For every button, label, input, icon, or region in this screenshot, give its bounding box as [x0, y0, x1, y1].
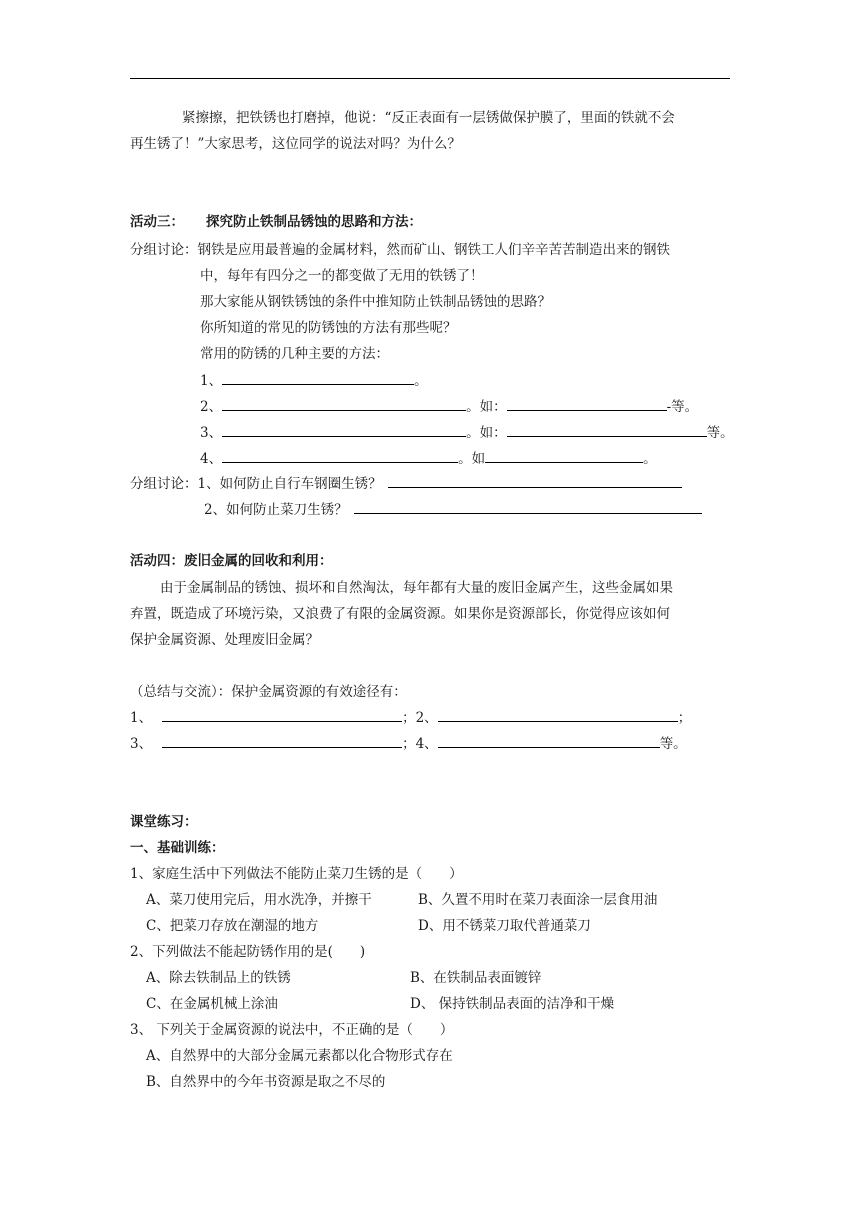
method-2-end: -等。 [666, 399, 699, 415]
method-1-end: 。 [414, 373, 428, 389]
ways-row-1 [130, 708, 691, 728]
group-question-2 [204, 500, 702, 520]
question-1-option-c[interactable]: C、把菜刀存放在潮湿的地方 [146, 918, 319, 934]
intro-line-1: 紧擦擦，把铁锈也打磨掉，他说：“反正表面有一层锈做保护膜了，里面的铁就不会 [182, 110, 675, 126]
activity3-label: 活动三： [130, 214, 184, 230]
question-2-stem: 2、下列做法不能起防锈作用的是( ) [130, 944, 366, 960]
activity3-question-1: 那大家能从钢铁锈蚀的条件中推知防止铁制品锈蚀的思路？ [200, 294, 551, 310]
activity3-discussion-line-1 [130, 240, 670, 260]
question-3-option-a[interactable]: A、自然界中的大部分金属元素都以化合物形式存在 [146, 1048, 453, 1064]
way-1-number: 1、 [130, 710, 153, 726]
way-2-number: ；2、 [402, 710, 438, 726]
question-3-stem: 3、 下列关于金属资源的说法中，不正确的是（ ） [130, 1022, 454, 1038]
practice-title: 课堂练习： [130, 814, 198, 830]
method-2-number: 2、 [200, 399, 223, 415]
method-4 [200, 449, 657, 469]
activity3-heading: 探究防止铁制品锈蚀的思路和方法： [206, 214, 422, 230]
header-rule [130, 78, 730, 79]
group-question-1 [130, 474, 682, 494]
method-3-number: 3、 [200, 425, 223, 441]
method-3-blank[interactable] [222, 423, 466, 437]
question-2-option-c[interactable]: C、在金属机械上涂油 [146, 996, 278, 1012]
group-discussion-label: 分组讨论： [130, 476, 198, 492]
activity4-paragraph-line-1: 由于金属制品的锈蚀、损坏和自然淘汰，每年都有大量的废旧金属产生，这些金属如果 [160, 580, 673, 596]
way-1-blank[interactable] [162, 708, 402, 722]
way-2-blank[interactable] [438, 708, 678, 722]
method-3 [200, 423, 734, 443]
group-question-1-text: 1、如何防止自行车钢圈生锈？ [197, 476, 382, 492]
ways-row-2 [130, 734, 687, 754]
question-1-stem: 1、家庭生活中下列做法不能防止菜刀生锈的是（ ） [130, 866, 463, 882]
method-3-example-blank[interactable] [507, 423, 707, 437]
way-4-number: ；4、 [402, 736, 438, 752]
method-2 [200, 397, 698, 417]
method-4-end: 。 [643, 451, 657, 467]
method-4-number: 4、 [200, 451, 223, 467]
practice-subtitle: 一、基础训练： [130, 840, 225, 856]
method-1 [200, 371, 428, 391]
question-2-option-b[interactable]: B、在铁制品表面镀锌 [410, 970, 542, 986]
method-4-blank[interactable] [222, 449, 458, 463]
method-4-example-label: 。如 [458, 451, 486, 467]
way-3-blank[interactable] [162, 734, 402, 748]
activity4-paragraph-line-2: 弃置，既造成了环境污染，又浪费了有限的金属资源。如果你是资源部长，你觉得应该如何 [130, 606, 670, 622]
way-row-1-end: ； [677, 710, 692, 726]
question-1-option-a[interactable]: A、菜刀使用完后，用水洗净，并擦干 [146, 892, 372, 908]
discussion-label: 分组讨论： [130, 242, 198, 258]
activity3-title [130, 212, 422, 232]
group-question-2-text: 2、如何防止菜刀生锈？ [204, 502, 348, 518]
activity4-paragraph-line-3: 保护金属资源、处理废旧金属？ [130, 632, 319, 648]
way-3-number: 3、 [130, 736, 153, 752]
group-question-2-blank[interactable] [354, 500, 702, 514]
summary-label: （总结与交流）：保护金属资源的有效途径有： [130, 684, 407, 700]
question-1-option-b[interactable]: B、久置不用时在菜刀表面涂一层食用油 [418, 892, 658, 908]
discussion-text-2: 中，每年有四分之一的都变做了无用的铁锈了！ [200, 268, 484, 284]
activity3-question-2: 你所知道的常见的防锈蚀的方法有那些呢？ [200, 320, 457, 336]
discussion-text-1: 钢铁是应用最普遍的金属材料，然而矿山、钢铁工人们辛辛苦苦制造出来的钢铁 [197, 242, 670, 258]
question-3-option-b[interactable]: B、自然界中的今年书资源是取之不尽的 [146, 1074, 386, 1090]
method-3-example-label: 。如： [466, 425, 507, 441]
way-row-2-end: 等。 [659, 736, 687, 752]
method-1-number: 1、 [200, 373, 223, 389]
question-2-option-a[interactable]: A、除去铁制品上的铁锈 [146, 970, 291, 986]
activity4-title: 活动四：废旧金属的回收和利用： [130, 553, 333, 569]
question-2-option-d[interactable]: D、 保持铁制品表面的洁净和干燥 [410, 996, 615, 1012]
intro-line-2: 再生锈了！”大家思考，这位同学的说法对吗？为什么？ [130, 136, 461, 152]
way-4-blank[interactable] [438, 734, 660, 748]
method-2-example-blank[interactable] [507, 397, 667, 411]
method-3-end: 等。 [706, 425, 734, 441]
method-2-blank[interactable] [222, 397, 466, 411]
activity3-question-3: 常用的防锈的几种主要的方法： [200, 346, 389, 362]
method-4-example-blank[interactable] [485, 449, 643, 463]
group-question-1-blank[interactable] [388, 474, 682, 488]
method-2-example-label: 。如： [466, 399, 507, 415]
method-1-blank[interactable] [222, 371, 414, 385]
question-1-option-d[interactable]: D、用不锈菜刀取代普通菜刀 [418, 918, 591, 934]
